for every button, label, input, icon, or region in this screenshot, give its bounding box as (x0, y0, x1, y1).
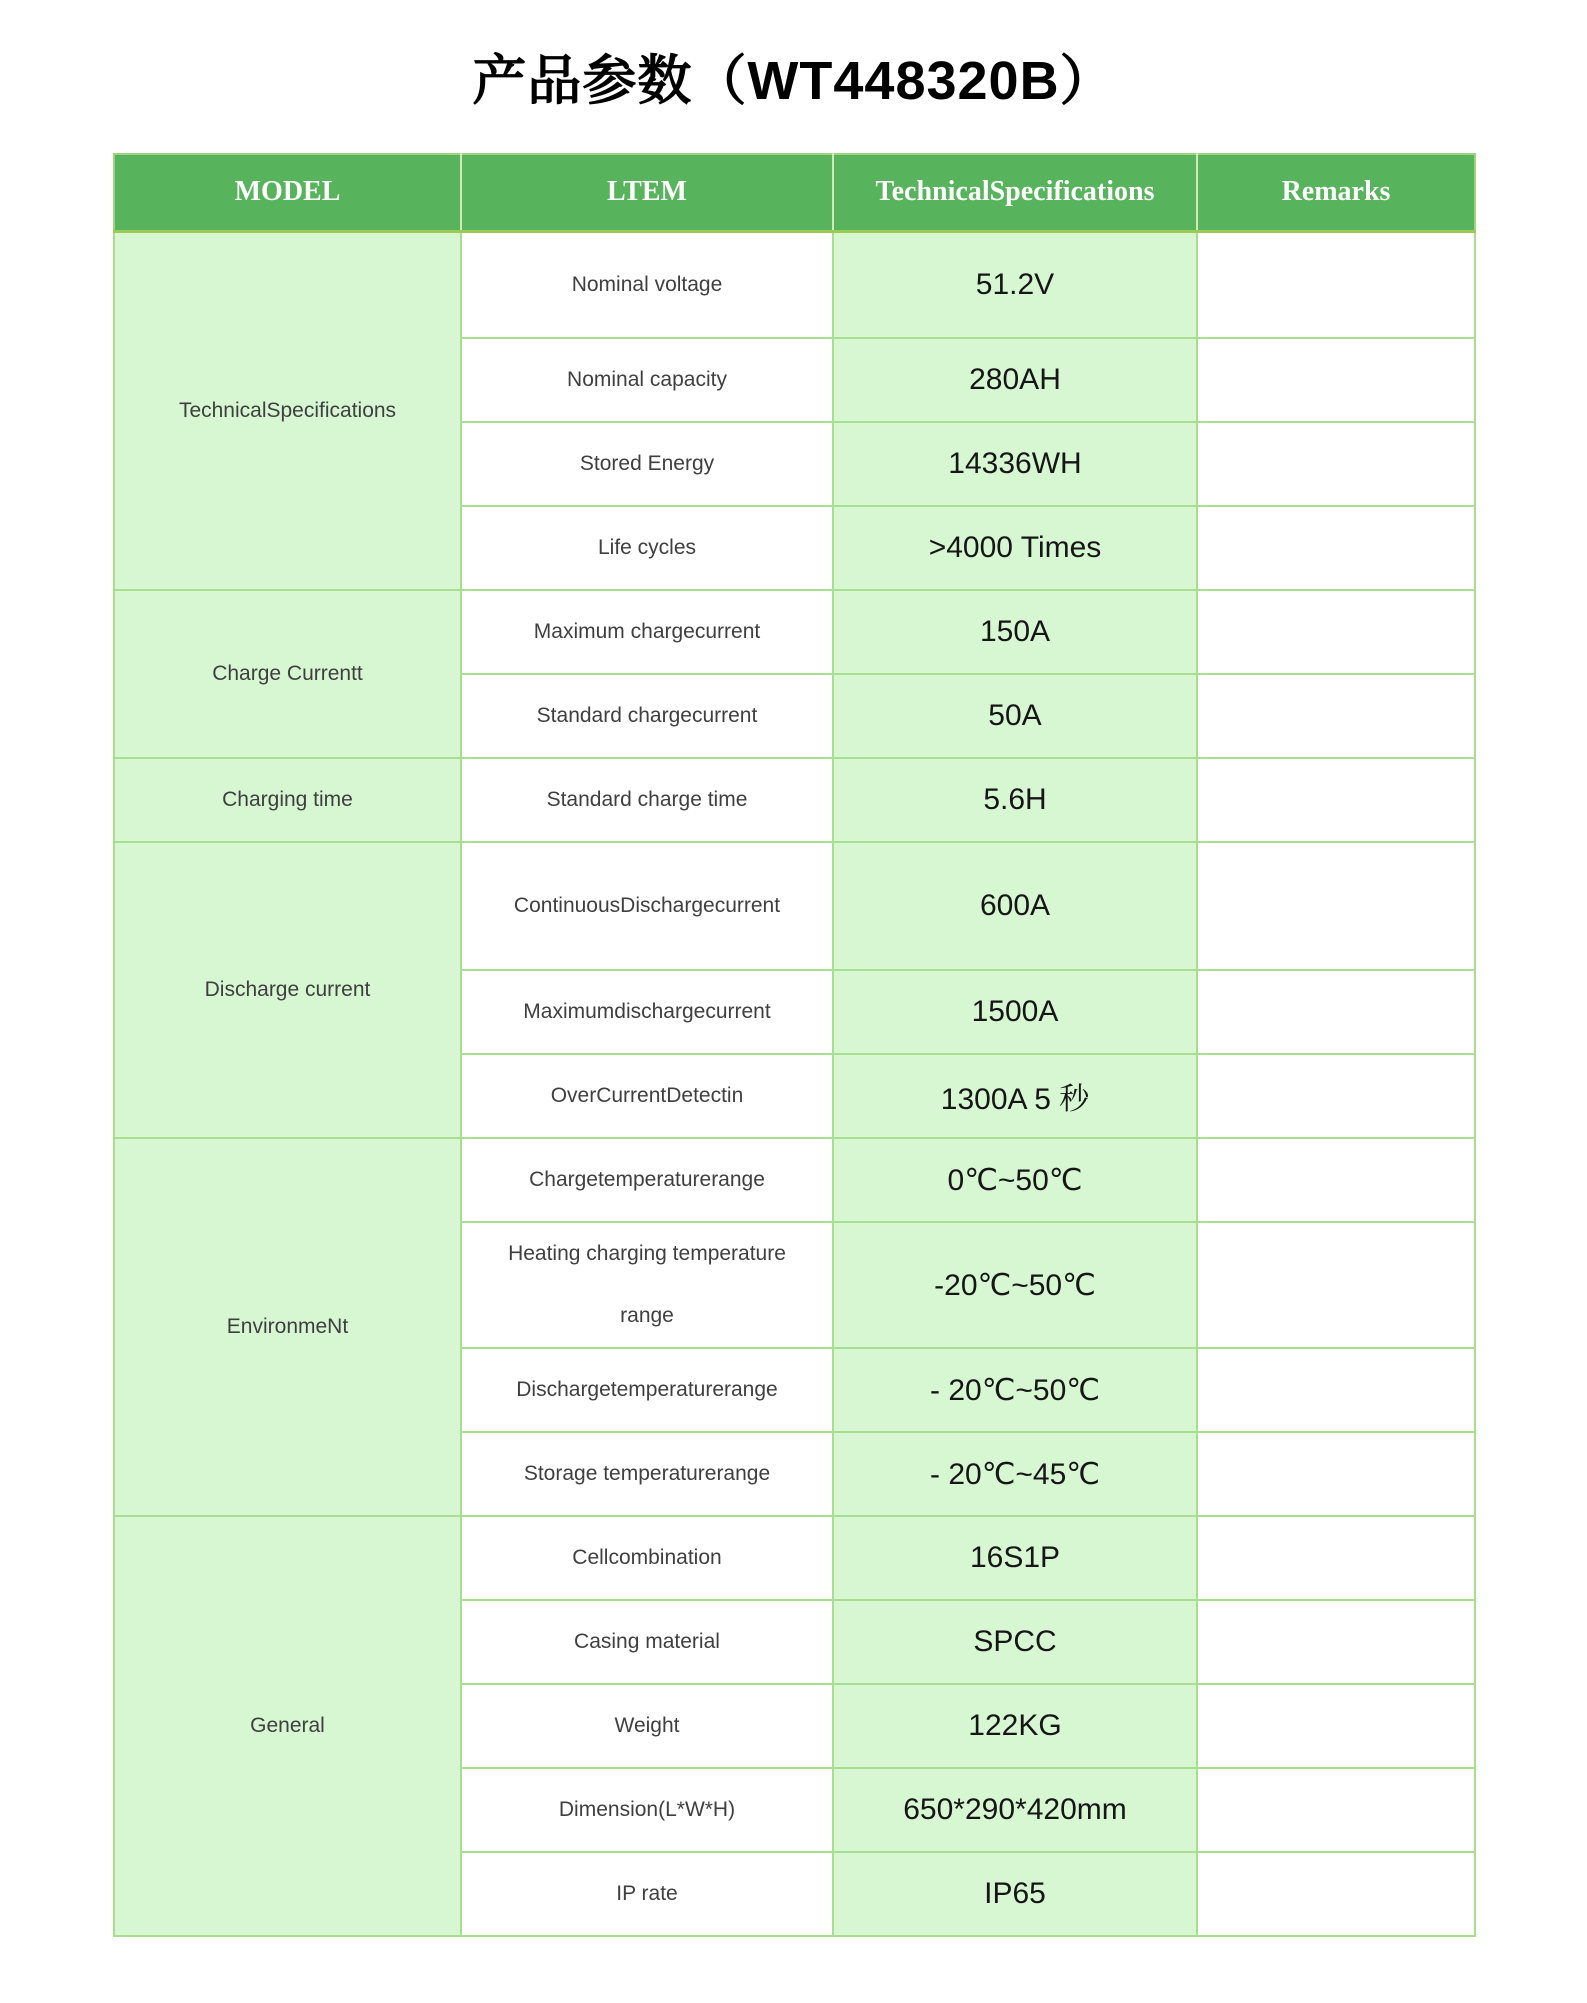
remark-cell (1197, 1222, 1475, 1348)
remark-cell (1197, 422, 1475, 506)
table-row (114, 1516, 1475, 1600)
spec-cell: 14336WH (833, 422, 1197, 506)
spec-cell: 16S1P (833, 1516, 1197, 1600)
spec-cell: - 20℃~45℃ (833, 1432, 1197, 1516)
table-row (114, 1138, 1475, 1222)
remark-cell (1197, 842, 1475, 970)
item-cell: Weight (461, 1684, 833, 1768)
spec-cell: 1500A (833, 970, 1197, 1054)
item-cell: Heating charging temperature range (461, 1222, 833, 1348)
remark-cell (1197, 338, 1475, 422)
remark-cell (1197, 758, 1475, 842)
remark-cell (1197, 674, 1475, 758)
item-cell: ContinuousDischargecurrent (461, 842, 833, 970)
spec-cell: 150A (833, 590, 1197, 674)
spec-table (113, 153, 1476, 1937)
column-header-remarks: Remarks (1197, 154, 1475, 231)
spec-cell: - 20℃~50℃ (833, 1348, 1197, 1432)
table-row (114, 231, 1475, 338)
model-group-cell: General (114, 1516, 461, 1936)
item-cell: Stored Energy (461, 422, 833, 506)
model-group-cell: Charge Currentt (114, 590, 461, 758)
spec-cell: 122KG (833, 1684, 1197, 1768)
remark-cell (1197, 1138, 1475, 1222)
item-cell: Nominal voltage (461, 231, 833, 338)
spec-cell: >4000 Times (833, 506, 1197, 590)
item-cell: Dimension(L*W*H) (461, 1768, 833, 1852)
model-group-cell: EnvironmeNt (114, 1138, 461, 1516)
remark-cell (1197, 1852, 1475, 1936)
item-cell: OverCurrentDetectin (461, 1054, 833, 1138)
remark-cell (1197, 590, 1475, 674)
spec-cell: IP65 (833, 1852, 1197, 1936)
remark-cell (1197, 1348, 1475, 1432)
spec-cell: 0℃~50℃ (833, 1138, 1197, 1222)
item-cell: Maximum chargecurrent (461, 590, 833, 674)
table-row (114, 590, 1475, 674)
remark-cell (1197, 1768, 1475, 1852)
remark-cell (1197, 1516, 1475, 1600)
remark-cell (1197, 231, 1475, 338)
table-row (114, 842, 1475, 970)
item-cell: Casing material (461, 1600, 833, 1684)
item-cell: Chargetemperaturerange (461, 1138, 833, 1222)
remark-cell (1197, 1054, 1475, 1138)
spec-cell: 1300A 5 秒 (833, 1054, 1197, 1138)
spec-table-body (114, 231, 1475, 1936)
item-cell: Nominal capacity (461, 338, 833, 422)
remark-cell (1197, 506, 1475, 590)
spec-cell: -20℃~50℃ (833, 1222, 1197, 1348)
item-cell: Standard charge time (461, 758, 833, 842)
item-cell: IP rate (461, 1852, 833, 1936)
remark-cell (1197, 1432, 1475, 1516)
remark-cell (1197, 970, 1475, 1054)
spec-cell: 650*290*420mm (833, 1768, 1197, 1852)
spec-cell: 51.2V (833, 231, 1197, 338)
spec-table-header (114, 154, 1475, 231)
remark-cell (1197, 1600, 1475, 1684)
page-title: 产品参数（WT448320B） (472, 51, 1115, 111)
item-cell: Life cycles (461, 506, 833, 590)
item-cell: Maximumdischargecurrent (461, 970, 833, 1054)
column-header-item: LTEM (461, 154, 833, 231)
model-group-cell: Charging time (114, 758, 461, 842)
column-header-technical-specifications: TechnicalSpecifications (833, 154, 1197, 231)
item-cell: Dischargetemperaturerange (461, 1348, 833, 1432)
item-cell: Storage temperaturerange (461, 1432, 833, 1516)
remark-cell (1197, 1684, 1475, 1768)
spec-cell: 600A (833, 842, 1197, 970)
spec-cell: 280AH (833, 338, 1197, 422)
spec-cell: SPCC (833, 1600, 1197, 1684)
item-cell: Cellcombination (461, 1516, 833, 1600)
spec-cell: 50A (833, 674, 1197, 758)
header-row (114, 154, 1475, 231)
spec-cell: 5.6H (833, 758, 1197, 842)
table-row (114, 758, 1475, 842)
model-group-cell: TechnicalSpecifications (114, 231, 461, 590)
model-group-cell: Discharge current (114, 842, 461, 1138)
column-header-model: MODEL (114, 154, 461, 231)
item-cell: Standard chargecurrent (461, 674, 833, 758)
